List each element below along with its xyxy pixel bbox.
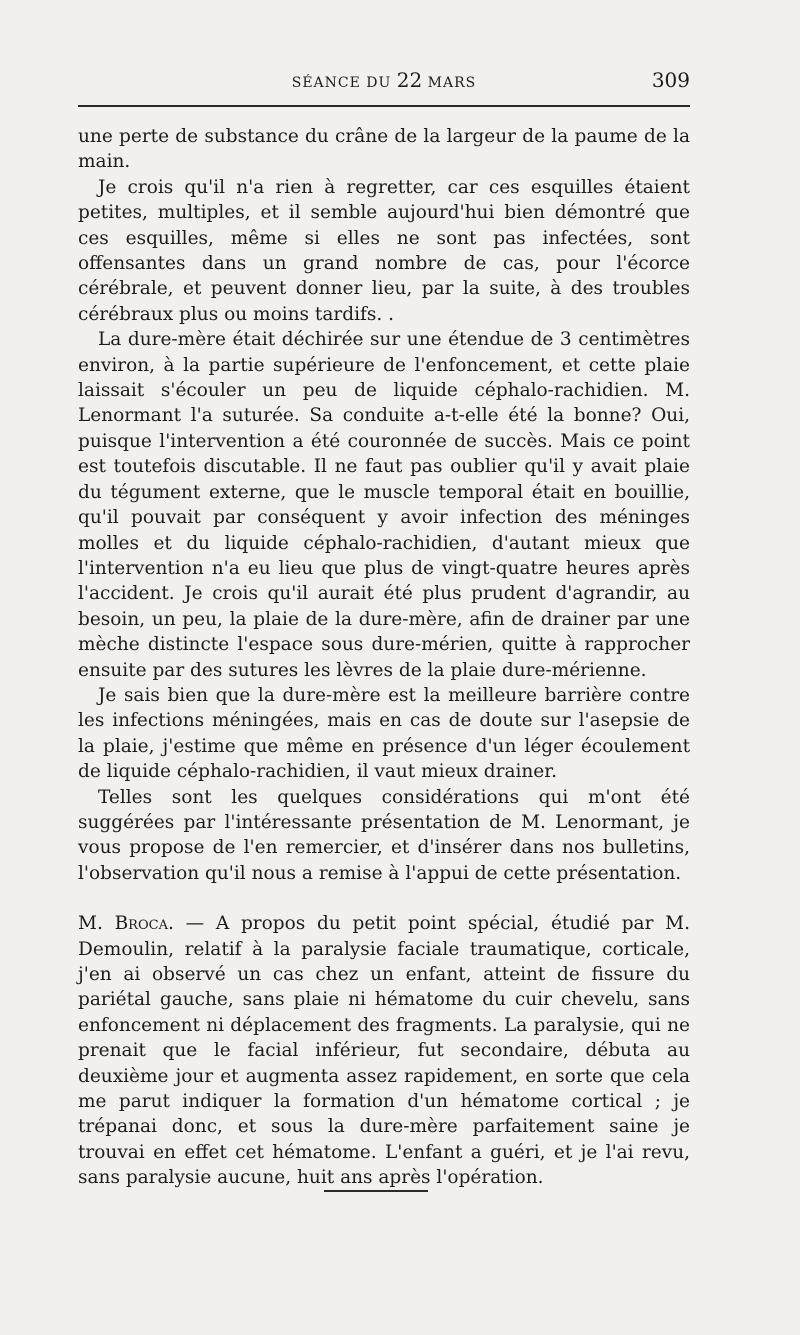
paragraph-barriere: Je sais bien que la dure-mère est la meilleure barrière contre les infections méningées, mais en cas de doute sur l'asepsie de la plaie, j'estime que même en présence d'un léger écoulement de liquide céphalo-rachidien, il vaut mieux drainer.: [78, 684, 690, 783]
paragraph-dure-mere: La dure-mère était déchirée sur une étendue de 3 centimètres environ, à la partie supérieure de l'enfoncement, et cette plaie laissait s'écouler un peu de liquide céphalo-rachidien. M. Lenormant l'a suturée. Sa conduite a-t-elle été la bonne? Oui, puisque l'intervention a été couronnée de succès. Mais ce point est toutefois discutable. Il ne faut pas oublier qu'il y avait plaie du tégument externe, que le muscle temporal était en bouillie, qu'il pouvait par conséquent y avoir infection des méninges molles et du liquide céphalo-rachidien, d'autant mieux que l'intervention n'a eu lieu que plus de vingt-quatre heures après l'accident. Je crois qu'il aurait été plus prudent d'agrandir, au besoin, un peu, la plaie de la dure-mère, afin de drainer par une mèche distincte l'espace sous dure-mérien, quitte à rapprocher ensuite par des sutures les lèvres de la plaie dure-mérienne.: [78, 329, 690, 681]
body-text: [78, 124, 690, 1191]
header-rule: [78, 105, 690, 107]
paragraph-broca: [78, 911, 690, 1190]
running-head: [78, 68, 690, 92]
paragraph-esquilles: Je crois qu'il n'a rien à regretter, car ces esquilles étaient petites, multiples, et il semble aujourd'hui bien démontré que ces esquilles, même si elles ne sont pas infectées, sont offensantes dans un grand nombre de cas, pour l'écorce cérébrale, et peuvent donner lieu, par la suite, à des troubles cérébraux plus ou moins tardifs. .: [78, 176, 690, 325]
page-number: 309: [651, 68, 690, 92]
running-title-day: 22: [396, 68, 423, 92]
end-rule: [324, 1190, 428, 1192]
running-title: [78, 68, 690, 95]
running-title-text: SÉANCE DU: [291, 75, 397, 91]
running-title-month: MARS: [422, 75, 477, 91]
speaker-prefix: M.: [78, 913, 115, 935]
paragraph-considerations: Telles sont les quelques considérations qui m'ont été suggérées par l'intéressante présentation de M. Lenormant, je vous propose de l'en remercier, et d'insérer dans nos bulletins, l'observation qu'il nous a remise à l'appui de cette présentation.: [78, 786, 690, 884]
paragraph-continuation: une perte de substance du crâne de la largeur de la paume de la main.: [78, 126, 690, 173]
broca-text: . — A propos du petit point spécial, étudié par M. Demoulin, relatif à la paralysie faciale traumatique, corticale, j'en ai observé un cas chez un enfant, atteint de fissure du pariétal gauche, sans plaie ni hématome du cuir chevelu, sans enfoncement ni déplacement des fragments. La paralysie, qui ne prenait que le facial inférieur, fut secondaire, débuta au deuxième jour et augmenta assez rapidement, en sorte que cela me parut indiquer la formation d'un hématome cortical ; je trépanai donc, et sous la dure-mère parfaitement saine je trouvai en effet cet hématome. L'enfant a guéri, et je l'ai revu, sans paralysie aucune, huit ans après l'opération.: [78, 913, 690, 1189]
speaker-name: Broca: [114, 913, 168, 935]
